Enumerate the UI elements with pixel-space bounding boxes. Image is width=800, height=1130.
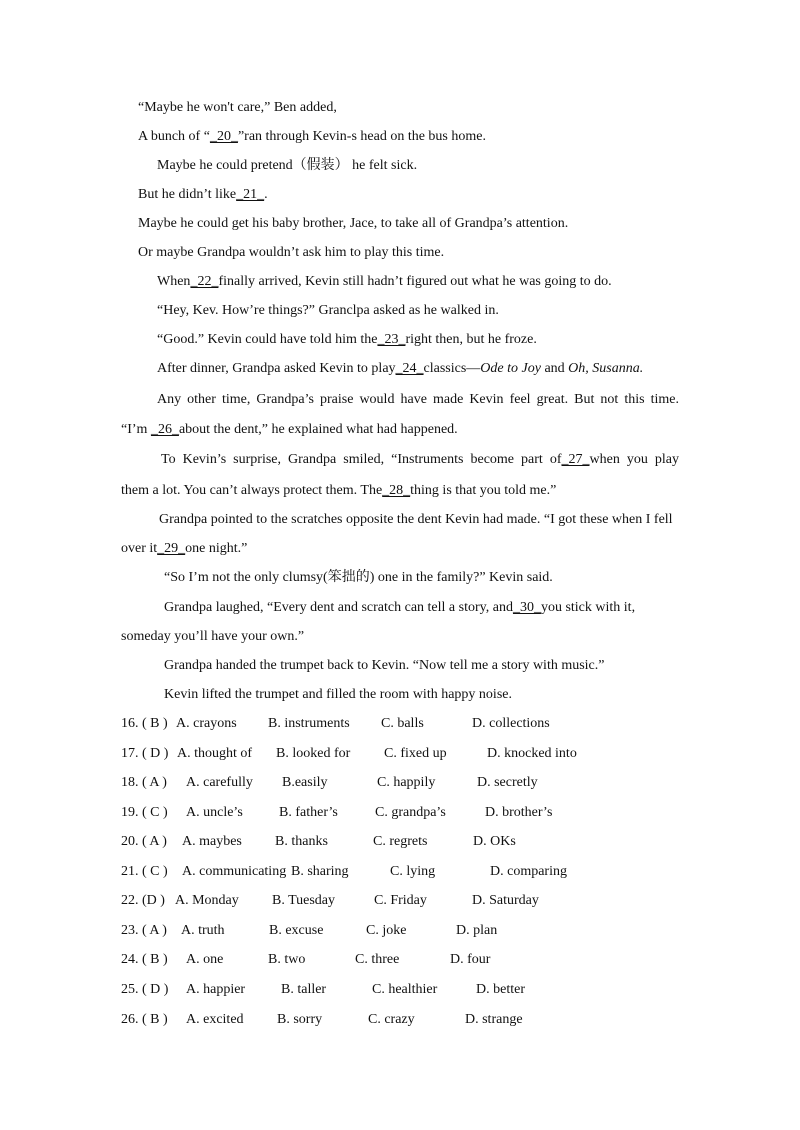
passage-line: “Hey, Kev. How’re things?” Granclpa asked as he walked in. <box>157 303 499 318</box>
blank-29: _29_ <box>157 541 186 556</box>
blank-22: _22_ <box>190 274 219 289</box>
passage-line: Any other time, Grandpa’s praise would have made Kevin feel great. But not this time. <box>157 392 679 407</box>
option-a: A. maybes <box>182 834 242 849</box>
passage-line: When_22_finally arrived, Kevin still hadn’t figured out what he was going to do. <box>157 274 612 289</box>
option-a: A. happier <box>186 982 246 997</box>
passage-line: “Maybe he won't care,” Ben added, <box>138 100 337 115</box>
option-a: A. communicating <box>182 864 287 879</box>
option-d: D. four <box>450 952 491 967</box>
option-d: D. plan <box>456 923 498 938</box>
option-a: A. Monday <box>175 893 239 908</box>
passage-line: But he didn’t like_21_. <box>138 187 268 202</box>
option-a: A. carefully <box>186 775 253 790</box>
option-b: B. Tuesday <box>272 893 336 908</box>
option-b: B. father’s <box>279 805 338 820</box>
option-a: A. excited <box>186 1012 244 1027</box>
option-d: D. strange <box>465 1012 523 1027</box>
option-c: C. grandpa’s <box>375 805 446 820</box>
blank-27: _27_ <box>561 452 590 467</box>
option-c: C. healthier <box>372 982 438 997</box>
passage-line: Maybe he could pretend（假装） he felt sick. <box>157 158 418 173</box>
option-d: D. Saturday <box>472 893 539 908</box>
blank-30: _30_ <box>512 600 541 615</box>
blank-21: _21_ <box>236 187 265 202</box>
passage-line: over it_29_one night.” <box>121 541 248 556</box>
passage-line: someday you’ll have your own.” <box>121 629 305 644</box>
song-title: Ode to Joy <box>480 361 541 376</box>
option-c: C. happily <box>377 775 436 790</box>
option-d: D. OKs <box>473 834 516 849</box>
option-b: B.easily <box>282 775 328 790</box>
blank-28: _28_ <box>382 483 411 498</box>
option-b: B. excuse <box>269 923 324 938</box>
passage-line: them a lot. You can’t always protect them. The_28_thing is that you told me.” <box>121 483 557 498</box>
option-c: C. Friday <box>374 893 427 908</box>
passage-line: A bunch of “_20_”ran through Kevin-s head on the bus home. <box>138 129 486 144</box>
passage-line: Grandpa handed the trumpet back to Kevin. “Now tell me a story with music.” <box>164 658 605 673</box>
option-c: C. crazy <box>368 1012 415 1027</box>
option-b: B. sorry <box>277 1012 323 1027</box>
option-a: A. one <box>186 952 224 967</box>
option-d: D. collections <box>472 716 550 731</box>
blank-20: _20_ <box>209 129 238 144</box>
option-c: C. fixed up <box>384 746 447 761</box>
passage-line: To Kevin’s surprise, Grandpa smiled, “Instruments become part of_27_when you play <box>161 452 679 467</box>
option-c: C. three <box>355 952 400 967</box>
option-d: D. secretly <box>477 775 538 790</box>
option-a: A. uncle’s <box>186 805 243 820</box>
passage-line: Maybe he could get his baby brother, Jace, to take all of Grandpa’s attention. <box>138 216 569 231</box>
option-c: C. joke <box>366 923 407 938</box>
option-c: C. balls <box>381 716 424 731</box>
passage-line: Grandpa laughed, “Every dent and scratch can tell a story, and_30_you stick with it, <box>164 600 636 615</box>
passage-line: “I’m _26_about the dent,” he explained what had happened. <box>121 422 458 437</box>
passage-line: “Good.” Kevin could have told him the_23_right then, but he froze. <box>157 332 537 347</box>
option-c: C. regrets <box>373 834 428 849</box>
blank-23: _23_ <box>377 332 406 347</box>
passage-line: After dinner, Grandpa asked Kevin to play_24_classics—Ode to Joy and Oh, Susanna. <box>157 361 644 376</box>
option-a: A. crayons <box>176 716 237 731</box>
option-d: D. better <box>476 982 525 997</box>
option-a: A. truth <box>181 923 225 938</box>
song-title: Oh, Susanna. <box>568 361 644 376</box>
passage-line: Kevin lifted the trumpet and filled the room with happy noise. <box>164 687 512 702</box>
option-d: D. knocked into <box>487 746 577 761</box>
option-b: B. instruments <box>268 716 350 731</box>
passage-line: Grandpa pointed to the scratches opposite the dent Kevin had made. “I got these when I fell <box>159 512 673 527</box>
option-b: B. looked for <box>276 746 351 761</box>
option-d: D. comparing <box>490 864 567 879</box>
option-b: B. two <box>268 952 306 967</box>
option-b: B. thanks <box>275 834 328 849</box>
option-b: B. taller <box>281 982 327 997</box>
option-c: C. lying <box>390 864 436 879</box>
passage-line: “So I’m not the only clumsy(笨拙的) one in the family?” Kevin said. <box>164 570 553 585</box>
option-b: B. sharing <box>291 864 349 879</box>
option-a: A. thought of <box>177 746 253 761</box>
passage-line: Or maybe Grandpa wouldn’t ask him to play this time. <box>138 245 445 260</box>
option-d: D. brother’s <box>485 805 553 820</box>
blank-24: _24_ <box>395 361 424 376</box>
blank-26: _26_ <box>150 422 179 437</box>
